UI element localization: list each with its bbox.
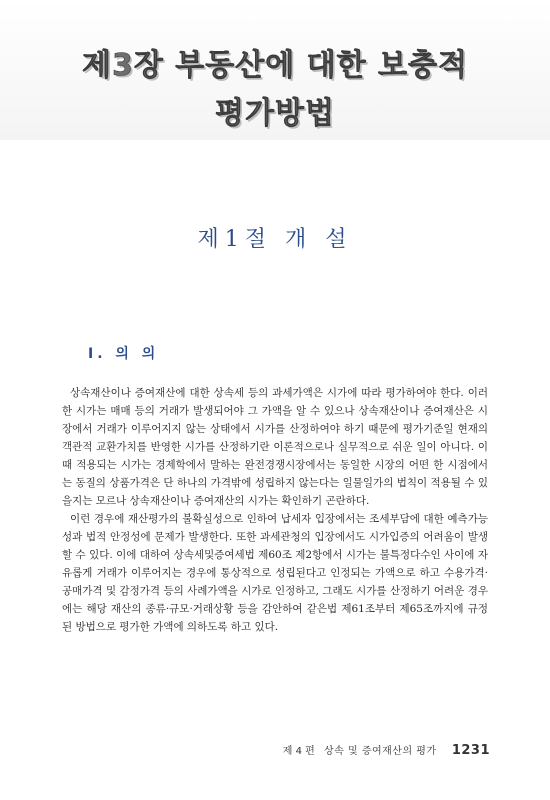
page-footer	[283, 742, 490, 758]
chapter-title-line-2: 평가방법	[215, 96, 335, 131]
body-paragraph: 이런 경우에 재산평가의 불확실성으로 인하여 납세자 입장에서는 조세부담에 대한 예측가능성과 법적 안정성에 문제가 발생한다. 또한 과세관청의 입장에서도 시가입증의 어려움이 발생할 수 있다. 이에 대하여 상속세및증여세법 제60조 제2항에서 시가는 불특정다수인 사이에 자유롭게 거래가 이루어지는 경우에 통상적으로 성립된다고 인정되는 가액으로 하고 수용가격·공매가격 및 감정가격 등의 사례가액을 시가로 인정하고, 그래도 시가를 산정하기 어려운 경우에는 해당 재산의 종류·규모·거래상황 등을 감안하여 같은법 제61조부터 제65조까지에 규정된 방법으로 평가한 가액에 의하도록 하고 있다.	[62, 513, 488, 633]
page-number: 1231	[451, 743, 490, 758]
footer-part-label: 제 4 편	[282, 746, 315, 757]
chapter-title-line-1: 제3장 부동산에 대한 보충적	[82, 48, 468, 83]
chapter-header	[0, 0, 550, 140]
body-paragraph: 상속재산이나 증여재산에 대한 상속세 등의 과세가액은 시가에 따라 평가하여야 한다. 이러한 시가는 매매 등의 거래가 발생되어야 그 가액을 알 수 있으나 상속재산이나 증여재산은 시장에서 거래가 이루어지지 않는 상태에서 시가를 산정하여야 하기 때문에 평가기준일 현재의 객관적 교환가치를 반영한 시가를 산정하기란 이론적으로나 실무적으로 쉬운 일이 아니다. 이 때 적용되는 시가는 경제학에서 말하는 완전경쟁시장에서는 동일한 시장의 어떤 한 시점에서는 동질의 상품가격은 단 하나의 가격밖에 성립하지 않는다는 일물일가의 법칙이 적용될 수 있을지는 모르나 상속재산이나 증여재산의 시가는 확인하기 곤란하다.	[62, 387, 488, 507]
section-title: 제1절 개 설	[197, 227, 353, 252]
subsection-heading: Ⅰ. 의 의	[88, 346, 160, 362]
body-text	[62, 384, 488, 636]
footer-description: 상속 및 증여재산의 평가	[323, 746, 437, 757]
